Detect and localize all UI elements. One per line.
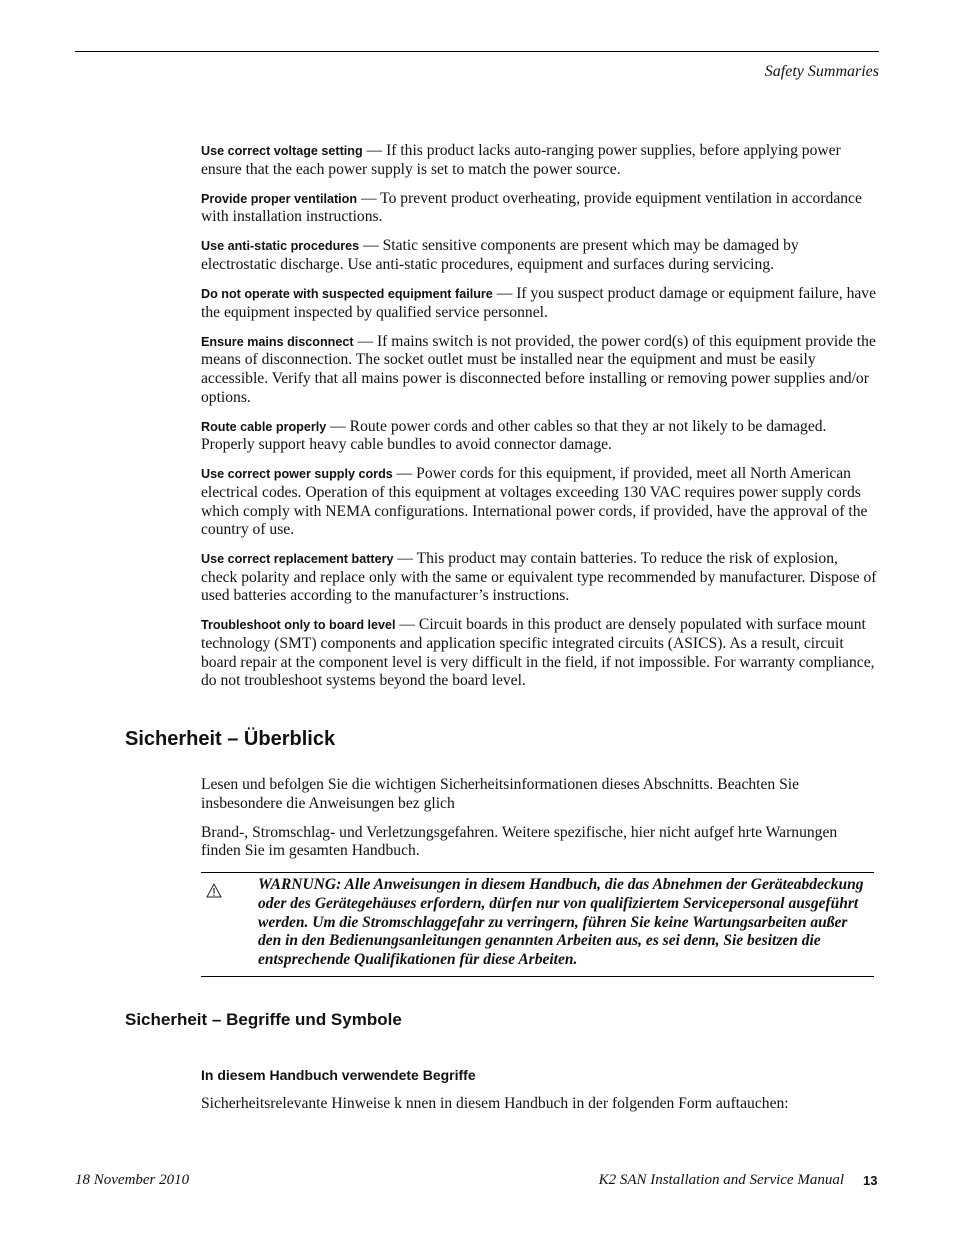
precaution-item: [201, 550, 877, 606]
warning-text: WARNUNG: Alle Anweisungen in diesem Handbuch, die das Abnehmen der Geräteabdeckung oder des Gerätegehäuses erfordern, dürfen nur von qualifiziertem Servicepersonal ausgeführt werden. Um die Stromschlaggefahr zu verringern, führen Sie keine Wartungsarbeiten außer den in den Bedienungsanleitungen genannten Arbeiten aus, es sei denn, Sie besitzen die entsprechende Qualifikationen für diese Arbeiten.: [258, 876, 864, 969]
section-intro: [201, 776, 875, 871]
intro-paragraph: Brand-, Stromschlag- und Verletzungsgefahren. Weitere spezifische, hier nicht aufgef hrte Warnungen finden Sie im gesamten Handbuch.: [201, 823, 838, 860]
running-header: Safety Summaries: [764, 63, 879, 80]
subsection-heading: Sicherheit – Begriffe und Symbole: [125, 1010, 402, 1029]
warning-triangle-icon: [206, 883, 222, 898]
precaution-text: — Circuit boards in this product are densely populated with surface mount technology (SMT) components and application specific integrated circuits (ASICS). As a result, circuit board repair at the component level is very difficult in the field, if not impossible. For warranty compliance, do not troubleshoot systems beyond the board level.: [201, 616, 875, 690]
page-number: 13: [863, 1173, 878, 1188]
precaution-text: — If mains switch is not provided, the power cord(s) of this equipment provide the means of disconnection. The socket outlet must be installed near the equipment and must be easily accessible. Verify that all mains power is disconnected before installing or removing power supplies and/or options.: [201, 332, 876, 406]
section-heading: Sicherheit – Überblick: [125, 728, 336, 750]
precaution-item: [201, 285, 877, 322]
precaution-term: Provide proper ventilation: [201, 191, 358, 206]
precaution-term: Ensure mains disconnect: [201, 334, 354, 349]
precaution-item: [201, 142, 877, 179]
precautions-list: [201, 142, 877, 701]
intro-paragraph: Lesen und befolgen Sie die wichtigen Sicherheitsinformationen dieses Abschnitts. Beachten Sie insbesondere die Anweisungen bez glich: [201, 776, 800, 812]
precaution-text: — To prevent product overheating, provide equipment ventilation in accordance with installation instructions.: [201, 189, 862, 226]
precaution-text: — Power cords for this equipment, if provided, meet all North American electrical codes. Operation of this equipment at voltages exceeding 130 VAC requires power supply cords which comply with NEMA configurations. International power cords, if provided, have the approval of the country of use.: [201, 465, 868, 539]
precaution-text: — This product may contain batteries. To reduce the risk of explosion, check polarity and replace only with the same or equivalent type recommended by manufacturer. Dispose of used batteries according to the manufacturer’s instructions.: [201, 550, 877, 605]
precaution-text: — Route power cords and other cables so that they ar not likely to be damaged. Properly support heavy cable bundles to avoid connector damage.: [201, 417, 827, 454]
precaution-item: [201, 465, 877, 539]
precaution-item: [201, 616, 877, 690]
warning-box: [201, 872, 874, 977]
precaution-term: Troubleshoot only to board level: [201, 618, 396, 633]
precaution-item: [201, 190, 877, 227]
precaution-item: [201, 418, 877, 455]
precaution-term: Use correct voltage setting: [201, 144, 363, 158]
precaution-item: [201, 237, 877, 274]
precaution-term: Route cable properly: [201, 419, 327, 434]
footer-manual-title: K2 SAN Installation and Service Manual: [598, 1172, 844, 1188]
body-paragraph: Sicherheitsrelevante Hinweise k nnen in diesem Handbuch in der folgenden Form auftauchen:: [201, 1095, 789, 1112]
precaution-item: [201, 333, 877, 407]
footer-date: 18 November 2010: [75, 1172, 190, 1188]
precaution-term: Use correct power supply cords: [201, 467, 393, 482]
precaution-term: Do not operate with suspected equipment failure: [201, 287, 493, 302]
subsubsection-heading: In diesem Handbuch verwendete Begriffe: [201, 1067, 476, 1083]
precaution-text: — If you suspect product damage or equipment failure, have the equipment inspected by qualified service personnel.: [201, 285, 877, 321]
precaution-text: — If this product lacks auto-ranging power supplies, before applying power ensure that the each power supply is set to match the power source.: [201, 142, 841, 178]
header-rule: [75, 51, 879, 52]
precaution-text: — Static sensitive components are present which may be damaged by electrostatic discharge. Use anti-static procedures, equipment and surfaces during servicing.: [201, 237, 799, 273]
precaution-term: Use anti-static procedures: [201, 239, 360, 254]
precaution-term: Use correct replacement battery: [201, 552, 394, 567]
